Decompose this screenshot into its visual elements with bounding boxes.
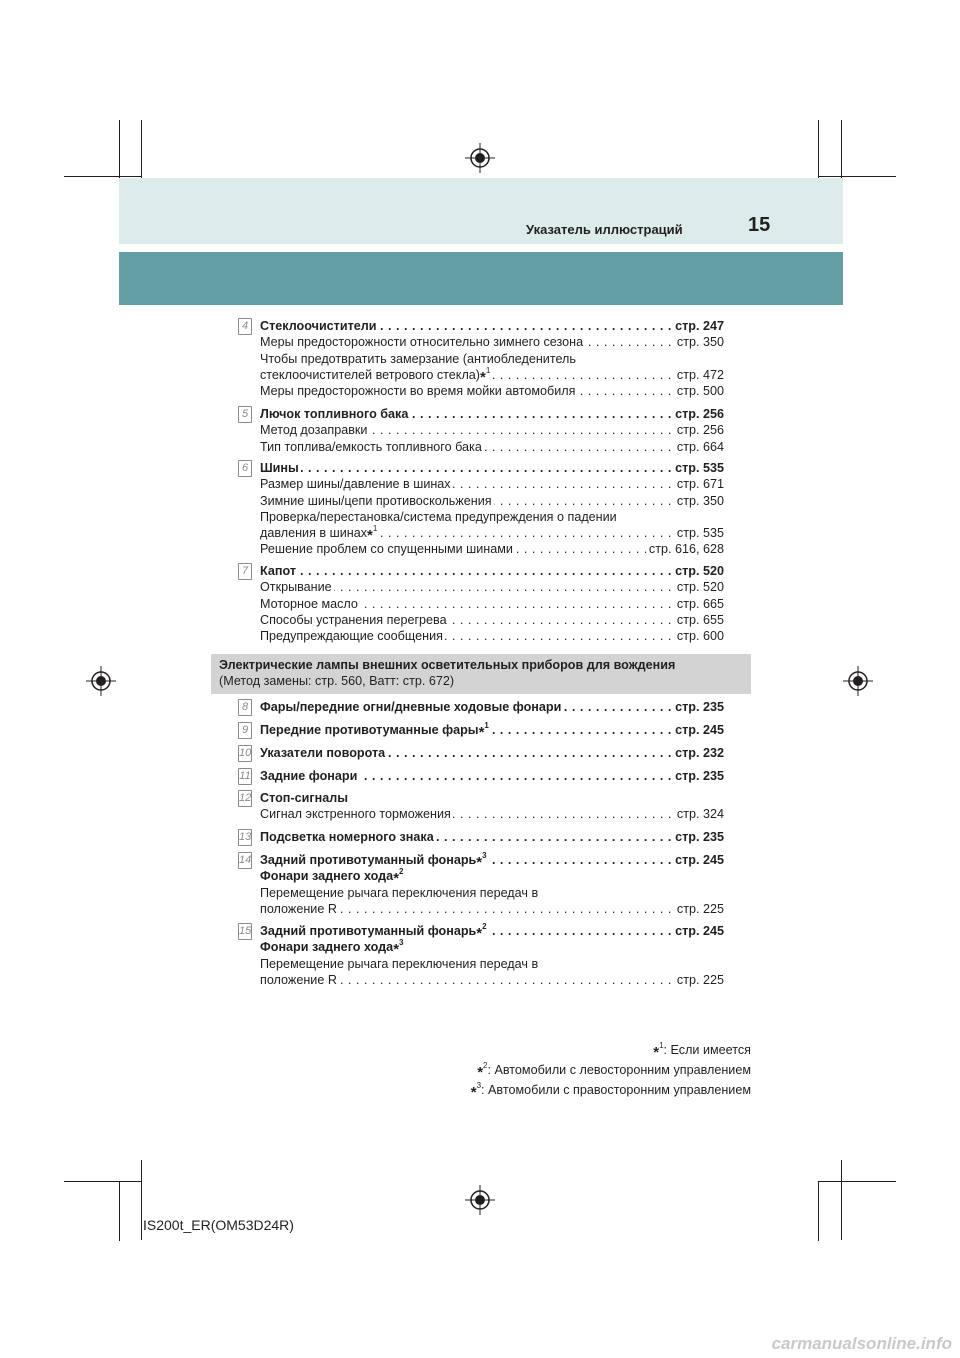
entry-subitem xyxy=(260,541,724,557)
entry-text: Открывание xyxy=(260,580,332,595)
footnote-number: 1 xyxy=(659,1041,664,1050)
entry-subitem xyxy=(260,579,724,595)
index-entry xyxy=(238,699,724,715)
page-reference: стр. 616, 628 xyxy=(646,541,724,557)
footnote-number: 3 xyxy=(476,1081,482,1090)
footnote-ref: 1 xyxy=(484,722,489,730)
entry-text: Передние противотуманные фары xyxy=(260,723,479,737)
entry-text: Перемещение рычага переключения передач в xyxy=(260,956,539,971)
entry-heading xyxy=(260,406,724,422)
entry-subitem xyxy=(260,476,724,492)
page-reference: стр. 245 xyxy=(672,923,724,939)
entry-heading xyxy=(260,745,724,761)
index-entry xyxy=(238,923,724,988)
footnote-ref: 2 xyxy=(482,923,487,931)
entry-text: Подсветка номерного знака xyxy=(260,830,434,844)
entry-text: положение R xyxy=(260,972,337,987)
entry-text: Решение проблем со спущенными шинами xyxy=(260,542,513,557)
entry-heading xyxy=(260,563,724,579)
chapter-band xyxy=(119,252,843,305)
footnote-ref: 3 xyxy=(482,852,487,860)
entry-heading xyxy=(260,699,724,715)
entry-subitem xyxy=(260,596,724,612)
page-reference: стр. 247 xyxy=(672,318,724,334)
page-reference: стр. 235 xyxy=(672,768,724,784)
page-reference: стр. 500 xyxy=(674,383,724,399)
index-entry xyxy=(238,722,724,738)
page-reference: стр. 655 xyxy=(674,612,724,628)
page-reference: стр. 535 xyxy=(672,460,724,476)
entry-text: Размер шины/давление в шинах xyxy=(260,477,451,492)
entry-subitem xyxy=(260,493,724,509)
page-reference: стр. 520 xyxy=(674,579,724,595)
entry-text: давления в шинах xyxy=(260,526,367,541)
page-reference: стр. 350 xyxy=(674,334,724,350)
entry-text: Задние фонари xyxy=(260,769,358,783)
index-entry xyxy=(238,829,724,845)
entry-subitem xyxy=(260,885,724,901)
document-code: IS200t_ER(OM53D24R) xyxy=(143,1217,294,1233)
entry-subitem xyxy=(260,525,724,541)
index-entry xyxy=(238,563,724,644)
callout-number-badge: 11 xyxy=(238,768,252,785)
page-reference: стр. 671 xyxy=(674,476,724,492)
entry-text: Предупреждающие сообщения xyxy=(260,629,443,644)
page-reference: стр. 350 xyxy=(674,493,724,509)
entry-subitem xyxy=(260,628,724,644)
crop-mark xyxy=(64,176,142,177)
crop-mark xyxy=(841,1160,842,1240)
registration-mark-icon xyxy=(843,666,873,696)
footnote-line xyxy=(471,1040,751,1060)
footnote-text: : Если имеется xyxy=(663,1043,751,1057)
entry-subitem xyxy=(260,509,724,525)
bulbs-section-header xyxy=(211,654,751,694)
entry-heading xyxy=(260,722,724,738)
page-reference: стр. 520 xyxy=(672,563,724,579)
entry-subitem xyxy=(260,383,724,399)
footnote-asterisk: * xyxy=(480,368,486,384)
index-entry xyxy=(238,768,724,784)
callout-number-badge: 10 xyxy=(238,745,252,762)
callout-number-badge: 6 xyxy=(238,460,252,477)
footnote-text: : Автомобили с левосторонним управлением xyxy=(487,1063,751,1077)
crop-mark xyxy=(141,1160,142,1240)
entry-heading xyxy=(260,923,724,939)
page-reference: стр. 235 xyxy=(672,829,724,845)
index-entry xyxy=(238,406,724,455)
entry-heading xyxy=(260,852,724,868)
crop-mark xyxy=(64,1181,142,1182)
entry-subitem xyxy=(260,956,724,972)
footnote-asterisk: * xyxy=(653,1044,660,1061)
callout-number-badge: 8 xyxy=(238,699,252,716)
footnote-asterisk: * xyxy=(393,870,400,885)
entry-text: Перемещение рычага переключения передач в xyxy=(260,885,539,900)
registration-mark-icon xyxy=(465,143,495,173)
callout-number-badge: 15 xyxy=(238,923,252,940)
callout-number-badge: 9 xyxy=(238,722,252,739)
footnote-number: 2 xyxy=(483,1061,488,1070)
entry-subitem xyxy=(260,367,724,383)
index-entry xyxy=(238,318,724,399)
entry-text: Моторное масло xyxy=(260,596,358,611)
entry-text: Стеклоочистители xyxy=(260,319,377,333)
entry-subitem xyxy=(260,612,724,628)
entry-text: Лючок топливного бака xyxy=(260,407,409,421)
page-number: 15 xyxy=(748,214,771,236)
entry-text: положение R xyxy=(260,901,337,916)
index-entry xyxy=(238,852,724,917)
page-reference: стр. 600 xyxy=(674,628,724,644)
page-reference: стр. 664 xyxy=(674,439,724,455)
entry-text: Меры предосторожности относительно зимнего сезона xyxy=(260,335,584,350)
page-reference: стр. 324 xyxy=(674,806,724,822)
registration-mark-icon xyxy=(86,666,116,696)
crop-mark xyxy=(818,120,819,178)
entry-heading xyxy=(260,768,724,784)
entry-heading xyxy=(260,790,724,806)
page-reference: стр. 535 xyxy=(674,525,724,541)
footnote-asterisk: * xyxy=(477,1064,484,1081)
entry-text: Тип топлива/емкость топливного бака xyxy=(260,439,482,454)
page-reference: стр. 225 xyxy=(674,901,724,917)
index-entry xyxy=(238,745,724,761)
entry-text: Сигнал экстренного торможения xyxy=(260,807,451,822)
footnote-asterisk: * xyxy=(470,1084,477,1101)
footnote-asterisk: * xyxy=(476,925,483,940)
watermark: carmanualsonline.info xyxy=(771,1334,952,1353)
section-title: Указатель иллюстраций xyxy=(526,222,683,237)
entry-heading xyxy=(260,318,724,334)
entry-heading xyxy=(260,868,724,884)
index-entry xyxy=(238,460,724,558)
footnote-asterisk: * xyxy=(478,724,485,739)
crop-mark xyxy=(818,1181,896,1182)
footnotes xyxy=(471,1040,751,1100)
footnote-ref: 3 xyxy=(399,939,404,948)
callout-number-badge: 5 xyxy=(238,406,252,423)
header-band xyxy=(119,178,843,244)
entry-subitem xyxy=(260,972,724,988)
footnote-ref: 1 xyxy=(372,525,378,534)
page-reference: стр. 235 xyxy=(672,699,724,715)
page-reference: стр. 472 xyxy=(674,367,724,383)
bulbs-title: Электрические лампы внешних осветительных приборов для вождения xyxy=(219,658,676,672)
callout-number-badge: 14 xyxy=(238,852,252,869)
entry-text: Стоп-сигналы xyxy=(260,791,348,805)
footnote-line xyxy=(471,1080,751,1100)
page-reference: стр. 232 xyxy=(672,745,724,761)
entry-text: Указатели поворота xyxy=(260,746,386,760)
footnote-text: : Автомобили с правосторонним управлением xyxy=(481,1083,751,1097)
crop-mark xyxy=(119,1181,120,1241)
entry-subitem xyxy=(260,351,724,367)
entry-subitem xyxy=(260,334,724,350)
footnote-line xyxy=(471,1060,751,1080)
entry-text: Фары/передние огни/дневные ходовые фонари xyxy=(260,700,562,714)
entry-text: Зимние шины/цепи противоскольжения xyxy=(260,493,492,508)
footnote-ref: 1 xyxy=(485,366,491,375)
page-reference: стр. 256 xyxy=(672,406,724,422)
footnote-asterisk: * xyxy=(393,941,400,956)
page-reference: стр. 256 xyxy=(674,422,724,438)
footnote-asterisk: * xyxy=(367,527,373,542)
entry-text: Задний противотуманный фонарь xyxy=(260,924,477,938)
entry-heading xyxy=(260,939,724,955)
entry-text: стеклоочистителей ветрового стекла) xyxy=(260,367,481,382)
entry-text: Фонари заднего хода xyxy=(260,869,394,884)
entry-text: Проверка/перестановка/система предупреждения о падении xyxy=(260,509,617,524)
page-reference: стр. 225 xyxy=(674,972,724,988)
callout-number-badge: 13 xyxy=(238,829,252,846)
page-reference: стр. 245 xyxy=(672,722,724,738)
bulbs-subtitle: (Метод замены: стр. 560, Ватт: стр. 672) xyxy=(219,674,455,688)
entry-subitem xyxy=(260,439,724,455)
entry-text: Чтобы предотвратить замерзание (антиобледенитель xyxy=(260,351,576,366)
crop-mark xyxy=(818,1181,819,1241)
entry-text: Способы устранения перегрева xyxy=(260,612,447,627)
callout-number-badge: 12 xyxy=(238,790,252,807)
callout-number-badge: 4 xyxy=(238,318,252,335)
page-reference: стр. 245 xyxy=(672,852,724,868)
entry-heading xyxy=(260,829,724,845)
callout-number-badge: 7 xyxy=(238,563,252,580)
entry-text: Капот xyxy=(260,564,296,578)
footnote-ref: 2 xyxy=(399,868,404,877)
entry-text: Меры предосторожности во время мойки автомобиля xyxy=(260,384,576,399)
footnote-asterisk: * xyxy=(476,854,483,869)
crop-mark xyxy=(141,120,142,178)
entry-text: Шины xyxy=(260,461,299,475)
entry-text: Задний противотуманный фонарь xyxy=(260,853,477,867)
entry-text: Фонари заднего хода xyxy=(260,940,394,955)
page-reference: стр. 665 xyxy=(674,596,724,612)
entry-text: Метод дозаправки xyxy=(260,423,368,438)
index-entry xyxy=(238,790,724,823)
entry-subitem xyxy=(260,806,724,822)
entry-heading xyxy=(260,460,724,476)
entry-subitem xyxy=(260,901,724,917)
crop-mark xyxy=(818,176,896,177)
registration-mark-icon xyxy=(465,1185,495,1215)
entry-subitem xyxy=(260,422,724,438)
